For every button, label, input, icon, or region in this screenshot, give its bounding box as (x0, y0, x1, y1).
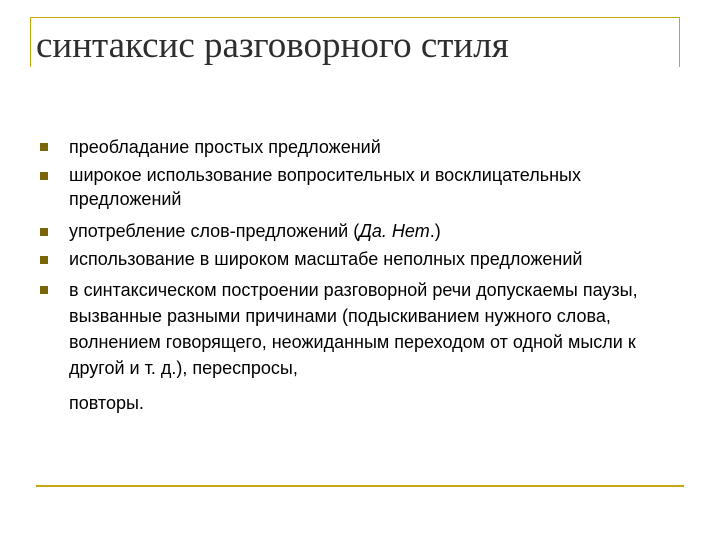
list-item: преобладание простых предложений (69, 137, 381, 157)
bullet-marker (40, 286, 48, 294)
list-item (69, 219, 689, 243)
left-rule (30, 17, 31, 67)
bullet-marker (40, 143, 48, 151)
right-rule (679, 17, 680, 67)
bottom-rule (36, 485, 684, 487)
list-item-italic: Да. Нет (359, 221, 430, 241)
list-item-text: употребление слов-предложений ( (69, 221, 360, 241)
top-rule (30, 17, 680, 18)
list-item-continuation: повторы. (69, 393, 144, 413)
bullet-marker (40, 228, 48, 236)
list-item-text: .) (429, 221, 441, 241)
list-item: в синтаксическом построении разговорной речи допускаемы паузы, вызванные разными причинами (подыскиванием нужного слова, волнением говорящего, неожиданным переходом от одной мысли к другой и т. д.), переспросы, (69, 280, 638, 378)
list-item: широкое использование вопросительных и восклицательных предложений (69, 165, 581, 209)
list-item: использование в широком масштабе неполных предложений (69, 249, 583, 269)
bullet-marker (40, 172, 48, 180)
bullet-marker (40, 256, 48, 264)
slide-title: синтаксис разговорного стиля (36, 25, 509, 66)
